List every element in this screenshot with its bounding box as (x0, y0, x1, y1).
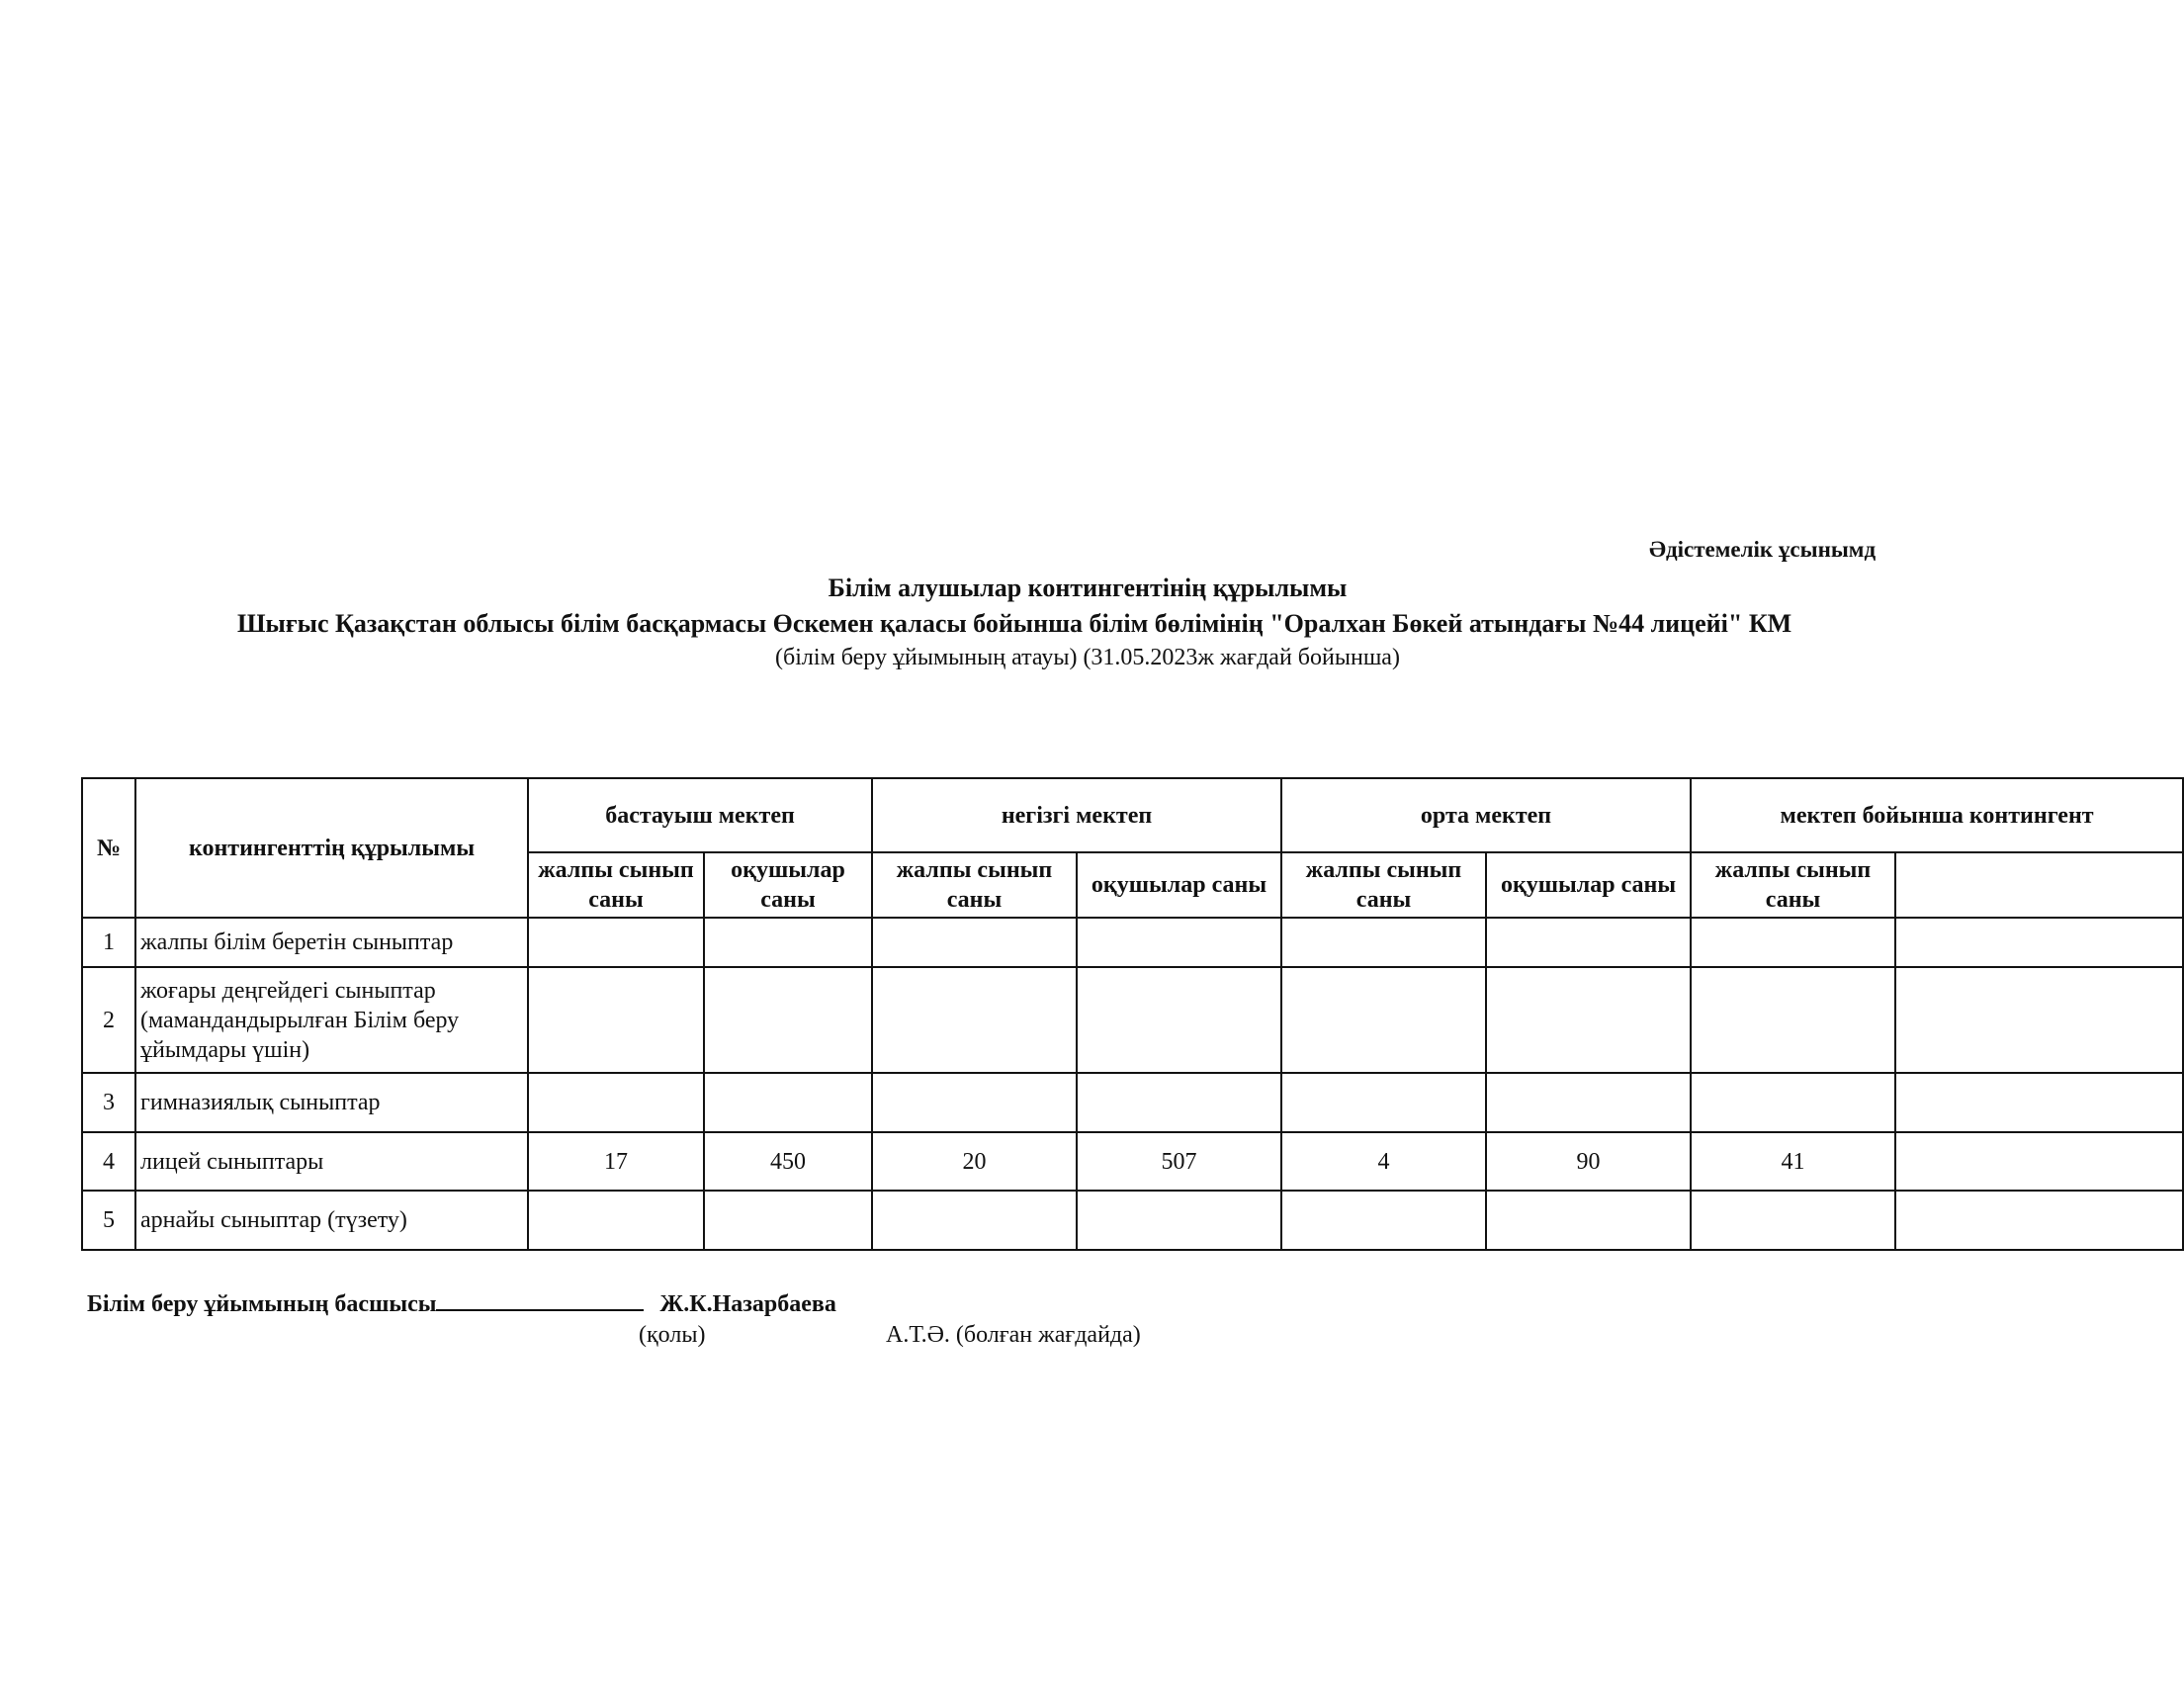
table-cell (1486, 918, 1691, 967)
row-label: арнайы сыныптар (түзету) (135, 1191, 528, 1250)
table-cell (528, 918, 704, 967)
subheader-cell: жалпы сынып саны (1691, 852, 1895, 918)
table-cell (1281, 1073, 1486, 1132)
group-header-primary: бастауыш мектеп (528, 778, 872, 852)
table-cell (872, 967, 1077, 1073)
table-cell (1281, 918, 1486, 967)
table-cell (704, 918, 872, 967)
table-header-row (82, 778, 2183, 852)
document-title: Білім алушылар контингентінің құрылымы (828, 574, 1348, 602)
head-name: Ж.К.Назарбаева (659, 1291, 836, 1317)
row-number: 1 (82, 918, 135, 967)
table-cell (1281, 1191, 1486, 1250)
table-cell (528, 967, 704, 1073)
row-label: гимназиялық сыныптар (135, 1073, 528, 1132)
signature-blank (436, 1285, 644, 1311)
table-cell (1691, 918, 1895, 967)
table-cell (1691, 1073, 1895, 1132)
table-cell (1895, 1073, 2183, 1132)
table-cell (1895, 967, 2183, 1073)
row-number: 2 (82, 967, 135, 1073)
table-cell (1077, 967, 1281, 1073)
row-label: лицей сыныптары (135, 1132, 528, 1191)
table-cell (1486, 1191, 1691, 1250)
table-row (82, 1191, 2183, 1250)
table-row (82, 967, 2183, 1073)
group-header-basic: негізгі мектеп (872, 778, 1281, 852)
contingent-table (81, 777, 2184, 1251)
subheader-cell: жалпы сынып саны (528, 852, 704, 918)
table-cell (1895, 1132, 2183, 1191)
table-row (82, 918, 2183, 967)
table-cell (704, 1191, 872, 1250)
table-cell (872, 918, 1077, 967)
table-cell (704, 1073, 872, 1132)
signature-line (87, 1285, 836, 1318)
table-cell (1486, 967, 1691, 1073)
table-cell (1281, 967, 1486, 1073)
name-hint: А.Т.Ә. (болған жағдайда) (886, 1322, 1141, 1348)
table-cell: 17 (528, 1132, 704, 1191)
table-cell (1486, 1073, 1691, 1132)
row-label: жоғары деңгейдегі сыныптар (мамандандырылған Білім беру ұйымдары үшін) (135, 967, 528, 1073)
row-number: 4 (82, 1132, 135, 1191)
table-cell: 450 (704, 1132, 872, 1191)
table-cell (1077, 918, 1281, 967)
row-number: 5 (82, 1191, 135, 1250)
head-label: Білім беру ұйымының басшысы (87, 1291, 437, 1317)
subheader-cell (1895, 852, 2183, 918)
col-structure-header: контингенттің құрылымы (135, 778, 528, 918)
table-cell: 507 (1077, 1132, 1281, 1191)
table-cell (1895, 1191, 2183, 1250)
table-cell: 90 (1486, 1132, 1691, 1191)
subheader-cell: жалпы сынып саны (1281, 852, 1486, 918)
row-label: жалпы білім беретін сыныптар (135, 918, 528, 967)
group-header-school-total: мектеп бойынша контингент (1691, 778, 2183, 852)
table-row (82, 1073, 2183, 1132)
table-cell (872, 1073, 1077, 1132)
organization-name: Шығыс Қазақстан облысы білім басқармасы Өскемен қаласы бойынша білім бөлімінің "Оралхан Бөкей атындағы №44 лицейі" КМ (237, 609, 1792, 638)
col-number-header: № (82, 778, 135, 918)
table-cell (1691, 1191, 1895, 1250)
table-cell (528, 1191, 704, 1250)
table-cell (1895, 918, 2183, 967)
table-cell: 41 (1691, 1132, 1895, 1191)
organization-caption: (білім беру ұйымының атауы) (31.05.2023ж жағдай бойынша) (775, 645, 1400, 670)
subheader-cell: оқушылар саны (704, 852, 872, 918)
table-cell (872, 1191, 1077, 1250)
table-cell: 20 (872, 1132, 1077, 1191)
methodical-recommendation-label: Әдістемелік ұсынымд (1649, 537, 1877, 562)
subheader-cell: оқушылар саны (1486, 852, 1691, 918)
table-cell (1077, 1073, 1281, 1132)
subheader-cell: оқушылар саны (1077, 852, 1281, 918)
table-row (82, 1132, 2183, 1191)
subheader-cell: жалпы сынып саны (872, 852, 1077, 918)
row-number: 3 (82, 1073, 135, 1132)
table-cell (704, 967, 872, 1073)
signature-hint: (қолы) (639, 1322, 706, 1348)
table-cell: 4 (1281, 1132, 1486, 1191)
table-cell (528, 1073, 704, 1132)
group-header-secondary: орта мектеп (1281, 778, 1691, 852)
table-cell (1077, 1191, 1281, 1250)
table-cell (1691, 967, 1895, 1073)
